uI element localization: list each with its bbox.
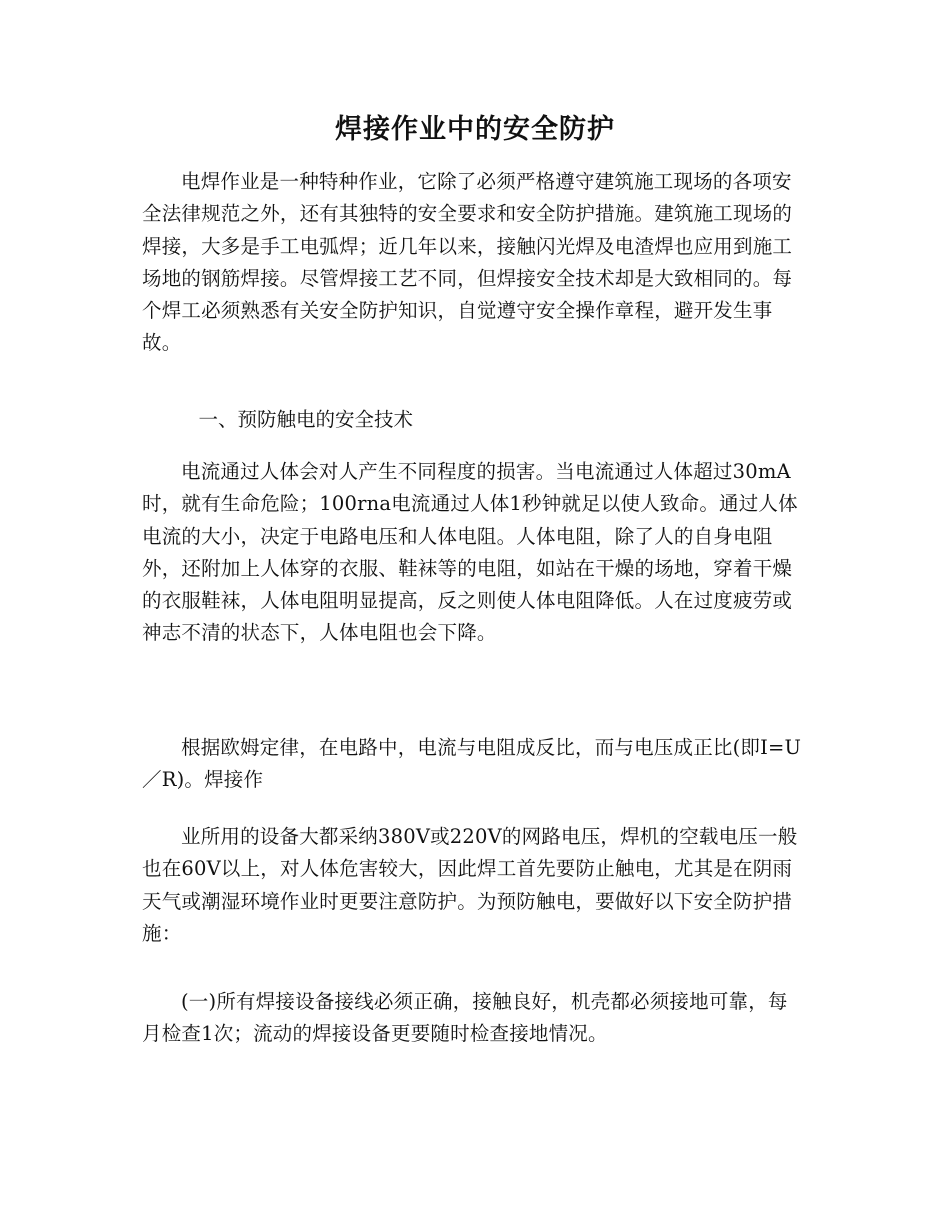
paragraph-electric-current: 电流通过人体会对人产生不同程度的损害。当电流通过人体超过30mA时，就有生命危险；100rna电流通过人体1秒钟就足以使人致命。通过人体电流的大小，决定于电路电压和人体电阻。人体电阻，除了人的自身电阻外，还附加上人体穿的衣服、鞋袜等的电阻，如站在干燥的场地，穿着干燥的衣服鞋袜，人体电阻明显提高，反之则使人体电阻降低。人在过度疲劳或神志不清的状态下，人体电阻也会下降。 bbox=[142, 460, 798, 645]
document-title: 焊接作业中的安全防护 bbox=[335, 114, 615, 145]
paragraph-measure-one: (一)所有焊接设备接线必须正确，接触良好，机壳都必须接地可靠，每月检查1次；流动的焊接设备更要随时检查接地情况。 bbox=[142, 990, 788, 1046]
paragraph-voltage: 业所用的设备大都采纳380V或220V的网路电压，焊机的空载电压一般也在60V以上，对人体危害较大，因此焊工首先要防止触电，尤其是在阴雨天气或潮湿环境作业时更要注意防护。为预防触电，要做好以下安全防护措施： bbox=[142, 825, 798, 945]
paragraph-intro: 电焊作业是一种特种作业，它除了必须严格遵守建筑施工现场的各项安全法律规范之外，还有其独特的安全要求和安全防护措施。建筑施工现场的焊接，大多是手工电弧焊；近几年以来，接触闪光焊及电渣焊也应用到施工场地的钢筋焊接。尽管焊接工艺不同，但焊接安全技术却是大致相同的。每个焊工必须熟悉有关安全防护知识，自觉遵守安全操作章程，避开发生事故。 bbox=[142, 170, 793, 355]
paragraph-ohms-law: 根据欧姆定律，在电路中，电流与电阻成反比，而与电压成正比(即I=U／R)。焊接作 bbox=[142, 736, 802, 792]
section-heading: 一、预防触电的安全技术 bbox=[198, 408, 414, 431]
